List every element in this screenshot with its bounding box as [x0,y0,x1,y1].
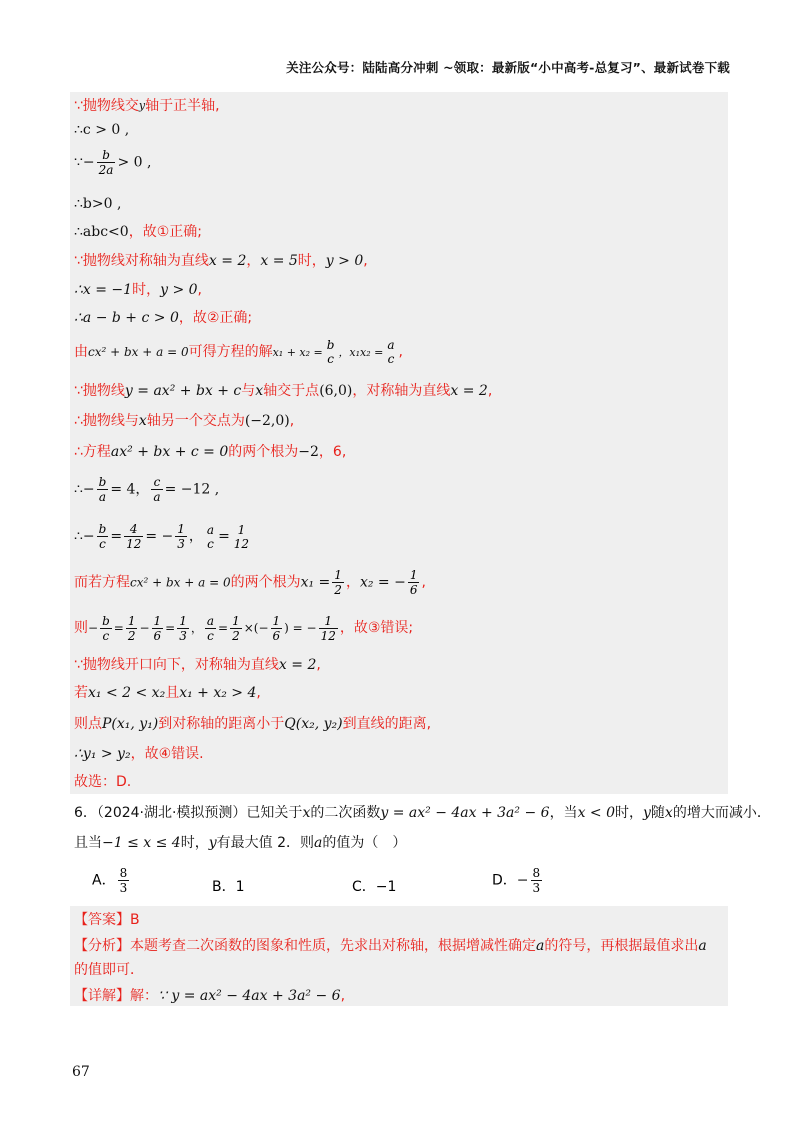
option-b: B．1 [212,879,245,895]
solution-line-11: ∴抛物线与x轴另一个交点为(−2,0), [74,413,295,429]
question-line-1: 6．（2024·湖北·模拟预测）已知关于x的二次函数y = ax² − 4ax + 3a² − 6，当x < 0时，y随x的增大而减小． [74,805,771,821]
solution-line-9: 由cx² + bx + a = 0可得方程的解x₁ + x₂ = b c ，x₁x₂ = a c , [74,338,403,366]
solution-line-19: 则点P(x₁, y₁)到对称轴的距离小于Q(x₂, y₂)到直线的距离, [74,716,432,732]
option-c: C．−1 [352,879,397,895]
solution-conclusion: 故选：D. [74,774,132,790]
page-header: 关注公众号：陆陆高分冲刺 ~领取：最新版“小中高考-总复习”、最新试卷下载 [286,60,730,75]
solution-line-3: ∵− $\frac{b}{2a}$ > 0 , [74,148,152,177]
question-line-2: 且当−1 ≤ x ≤ 4时，y有最大值 2．则a的值为（ ） [74,835,407,851]
solution-line-10: ∵抛物线y = ax² + bx + c与x轴交于点(6,0)，对称轴为直线x = 2, [74,383,493,399]
solution-line-13: ∴− $\frac{b}{a}$ = 4， $\frac{c}{a}$ = −12 , [74,475,220,504]
analysis-line-2: 的值即可． [74,962,144,978]
detail-line: 【详解】解：∵ y = ax² − 4ax + 3a² − 6, [74,988,346,1004]
solution-line-14: ∴− $\frac{b}{c}$ = $\frac{4}{12}$ = − $\frac{1}{3}$ ， a c = 1 12 [74,522,250,551]
solution-line-6: ∵抛物线对称轴为直线x = 2，x = 5时，y > 0, [74,253,368,269]
solution-line-8: ∴a − b + c > 0，故②正确; [74,310,253,326]
solution-line-12: ∴方程ax² + bx + c = 0的两个根为−2，6, [74,444,347,460]
solution-line-1: ∵抛物线交$^y$轴于正半轴, [74,98,220,114]
solution-line-4: ∴b>0 , [74,196,122,212]
solution-line-15: 而若方程cx² + bx + a = 0的两个根为x₁ = $\frac{1}{2}$ ，x₂ = − $\frac{1}{6}$ , [74,568,426,597]
solution-line-5: ∴abc<0，故①正确; [74,224,202,240]
solution-line-16: 则− $\frac{b}{c}$ = $\frac{1}{2}$ − $\frac{1}{6}$ = $\frac{1}{3}$ ， $\frac{a}{c}$ = $\frac{1}{2}$ ×(− $\frac{1}{6}$ ) = − $\frac{1}{12}$ ，故③错误; [74,614,414,643]
option-d: D．− $\frac{8}{3}$ [492,866,541,895]
solution-line-18: 若x₁ < 2 < x₂且x₁ + x₂ > 4, [74,685,261,701]
answer-line: 【答案】B [74,912,140,928]
solution-line-17: ∵抛物线开口向下，对称轴为直线x = 2, [74,657,321,673]
option-a: A． $\frac{8}{3}$ [92,866,128,895]
page-number: 67 [72,1064,90,1080]
solution-line-20: ∴y₁ > y₂，故④错误. [74,746,204,762]
solution-line-2: ∴c > 0 , [74,122,130,138]
solution-line-7: ∴x = −1时，y > 0, [74,282,202,298]
analysis-line-1: 【分析】本题考查二次函数的图象和性质，先求出对称轴，根据增减性确定a的符号，再根据最值求出a [74,938,707,954]
